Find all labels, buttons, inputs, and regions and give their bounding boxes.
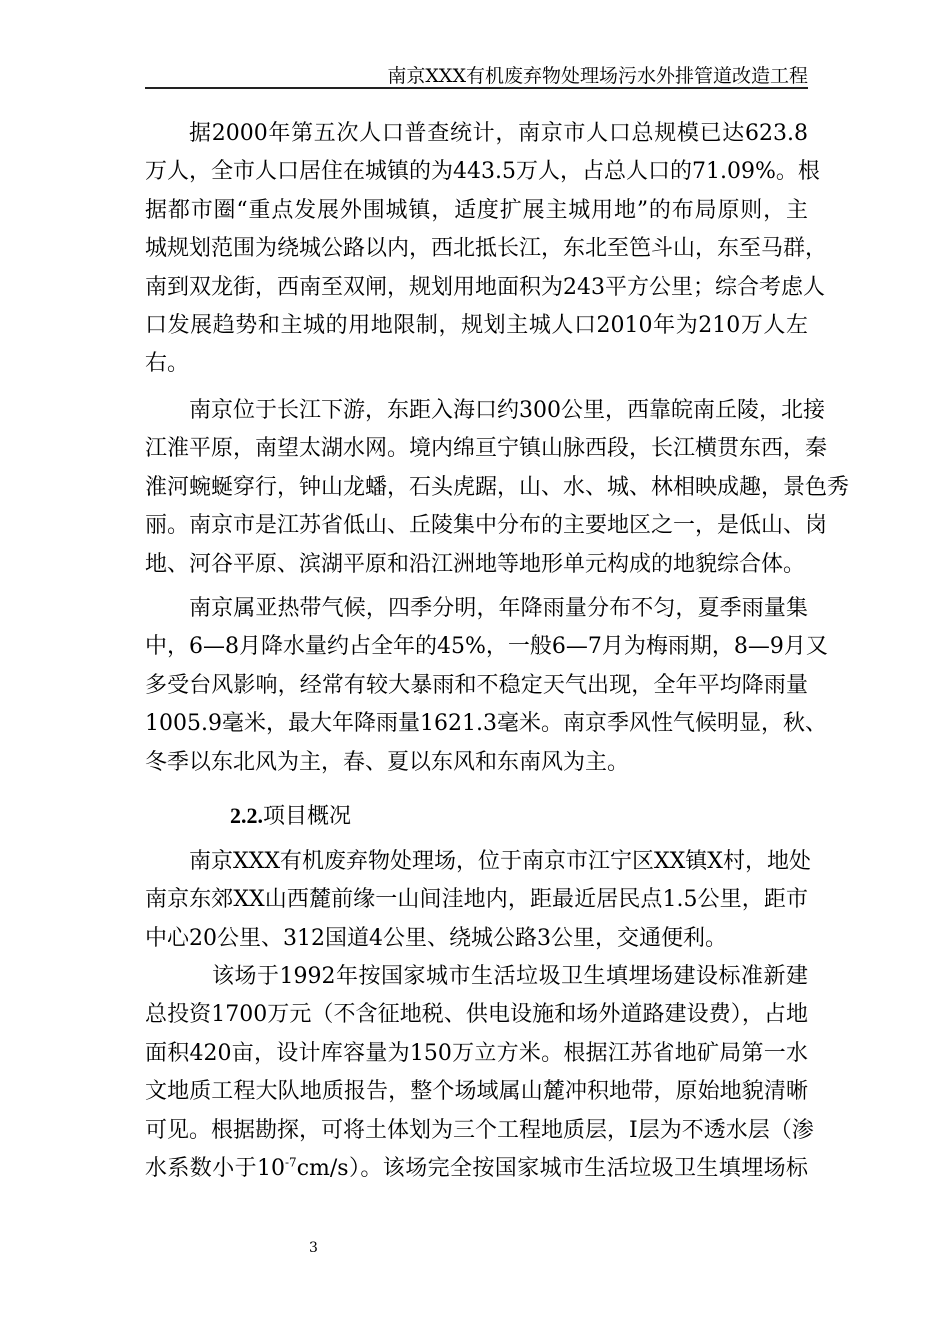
section-heading	[230, 797, 351, 836]
page-number: 3	[309, 1240, 318, 1256]
text-line: 可见。根据勘探，可将土体划为三个工程地质层，Ⅰ层为不透水层（渗	[145, 1117, 814, 1143]
text-line: 据都市圈“重点发展外围城镇，适度扩展主城用地”的布局原则，主	[145, 197, 808, 223]
paragraph-climate	[145, 590, 828, 782]
text-line: 右。	[145, 351, 190, 377]
text-line: 面积420亩，设计库容量为150万立方米。根据江苏省地矿局第一水	[145, 1040, 808, 1066]
paragraph-population	[145, 115, 828, 384]
text-line: 文地质工程大队地质报告，整个场域属山麓冲积地带，原始地貌清晰	[145, 1079, 808, 1105]
running-header: 南京XXX有机废弃物处理场污水外排管道改造工程	[387, 65, 808, 87]
text-segment: cm/s）。该场完全按国家城市生活垃圾卫生填埋场标	[296, 1155, 808, 1181]
paragraph-history	[145, 958, 814, 1188]
text-line: 1005.9毫米，最大年降雨量1621.3毫米。南京季风性气候明显，秋、	[145, 711, 827, 737]
section-number: 2.2.	[230, 803, 263, 828]
text-line: 冬季以东北风为主，春、夏以东风和东南风为主。	[145, 749, 630, 775]
text-line: 南京东郊XX山西麓前缘一山间洼地内，距最近居民点1.5公里，距市	[145, 887, 808, 913]
text-line: 南到双龙街，西南至双闸，规划用地面积为243平方公里；综合考虑人	[145, 274, 825, 300]
text-line: 万人，全市人口居住在城镇的为443.5万人，占总人口的71.09%。根	[145, 159, 820, 185]
superscript-exponent: -7	[285, 1155, 297, 1170]
text-line: 中，6—8月降水量约占全年的45%，一般6—7月为梅雨期，8—9月又	[145, 634, 828, 660]
text-line: 地、河谷平原、滨湖平原和沿江洲地等地形单元构成的地貌综合体。	[145, 551, 806, 577]
paragraph-location	[145, 843, 811, 958]
header-rule	[145, 87, 808, 89]
section-title: 项目概况	[263, 804, 352, 829]
text-line: 该场于1992年按国家城市生活垃圾卫生填埋场建设标准新建	[212, 964, 808, 989]
text-line	[145, 1150, 808, 1188]
text-line: 总投资1700万元（不含征地税、供电设施和场外道路建设费），占地	[145, 1002, 808, 1028]
paragraph-geography	[145, 392, 850, 584]
text-line: 丽。南京市是江苏省低山、丘陵集中分布的主要地区之一，是低山、岗	[145, 513, 828, 539]
text-line: 江淮平原，南望太湖水网。境内绵亘宁镇山脉西段，长江横贯东西，秦	[145, 436, 828, 462]
text-segment: 水系数小于10	[145, 1155, 285, 1181]
text-line: 城规划范围为绕城公路以内，西北抵长江，东北至笆斗山，东至马群，	[145, 236, 828, 262]
text-line: 南京位于长江下游，东距入海口约300公里，西靠皖南丘陵，北接	[189, 398, 825, 423]
text-line: 南京XXX有机废弃物处理场，位于南京市江宁区XX镇X村，地处	[189, 849, 811, 874]
text-line: 多受台风影响，经常有较大暴雨和不稳定天气出现，全年平均降雨量	[145, 672, 808, 698]
text-line: 淮河蜿蜒穿行，钟山龙蟠，石头虎踞，山、水、城、林相映成趣，景色秀	[145, 474, 850, 500]
text-line: 据2000年第五次人口普查统计，南京市人口总规模已达623.8	[189, 121, 808, 146]
text-line: 南京属亚热带气候，四季分明，年降雨量分布不匀，夏季雨量集	[189, 596, 808, 621]
text-line: 口发展趋势和主城的用地限制，规划主城人口2010年为210万人左	[145, 312, 808, 338]
text-line: 中心20公里、312国道4公里、绕城公路3公里，交通便利。	[145, 925, 727, 951]
